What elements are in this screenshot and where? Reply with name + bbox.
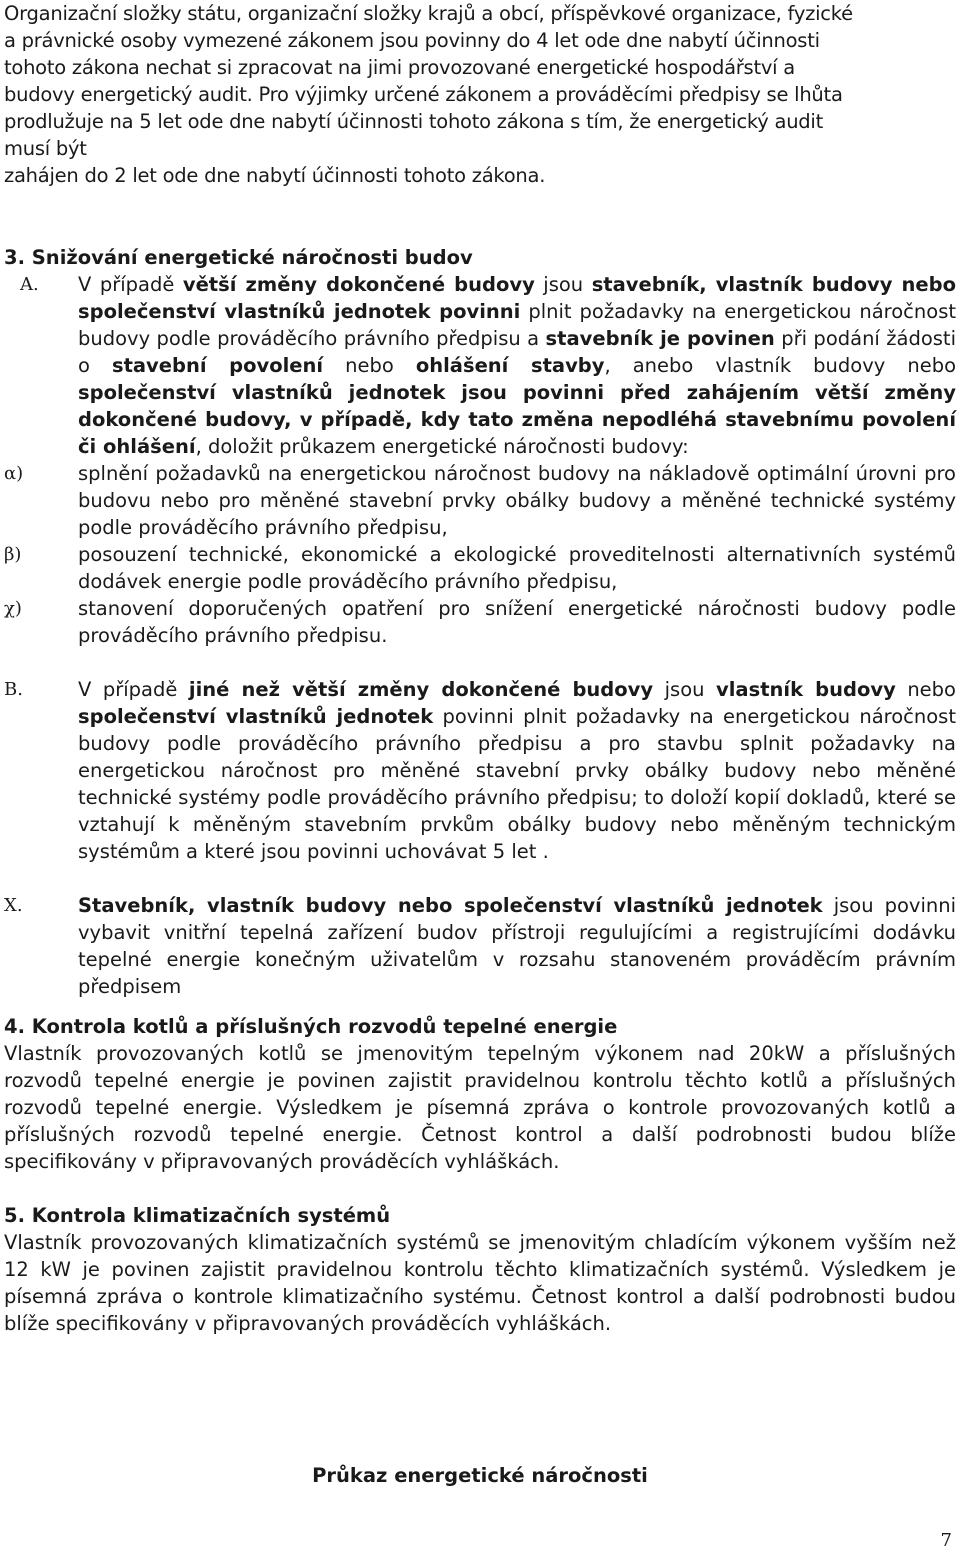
document-page — [4, 0, 956, 1337]
intro-line: prodlužuje na 5 let ode dne nabytí účinnosti tohoto zákona s tím, že energetický audit — [4, 110, 823, 133]
item-marker: B. — [4, 679, 23, 700]
text-run: nebo — [895, 678, 956, 701]
bold-text-run: větší změny dokončené budovy — [182, 273, 535, 296]
section-4-paragraph: Vlastník provozovaných kotlů se jmenovitým tepelným výkonem nad 20kW a příslušných rozvodů tepelné energie je povinen zajistit pravidelnou kontrolu těchto kotlů a příslušných rozvodů tepelné energie. Výsledkem je písemná zpráva o kontrole provozovaných kotlů a příslušných rozvodů tepelné energie. Četnost kontrol a další podrobnosti budou blíže specifikovány v připravovaných prováděcích vyhláškách. — [4, 1042, 956, 1173]
intro-line: budovy energetický audit. Pro výjimky určené zákonem a prováděcími předpisy se lhůta — [4, 83, 843, 106]
bold-text-run: vlastník budovy — [716, 678, 896, 701]
page-number: 7 — [940, 1530, 952, 1551]
text-run: plnit požadavky na energetickou náročnost budovy podle prováděcího právního předpisu a — [78, 300, 956, 350]
intro-line: Organizační složky státu, organizační složky krajů a obcí, příspěvkové organizace, fyzické — [4, 2, 853, 25]
section-3-heading: 3. Snižování energetické náročnosti budov — [4, 246, 473, 269]
text-run: , anebo vlastník budovy nebo — [604, 354, 957, 377]
bold-text-run: stavební povolení — [111, 354, 324, 377]
subitem-text: splnění požadavků na energetickou náročnost budovy na nákladově optimální úrovni pro budovu nebo pro měněné stavební prvky obálky budovy a měněné technické systémy podle prováděcího právního předpisu, — [78, 462, 956, 539]
footer-title: Průkaz energetické náročnosti — [312, 1464, 648, 1487]
section-3-item-c — [4, 892, 956, 1000]
section-4-heading: 4. Kontrola kotlů a příslušných rozvodů tepelné energie — [4, 1015, 618, 1038]
text-run: V případě — [78, 678, 189, 701]
bold-text-run: ohlášení stavby — [415, 354, 605, 377]
text-run: , doložit průkazem energetické náročnosti budovy: — [195, 435, 689, 458]
subitem-chi — [4, 595, 956, 649]
text-run: jsou — [653, 678, 717, 701]
intro-line: tohoto zákona nechat si zpracovat na jimi provozované energetické hospodářství a — [4, 56, 795, 79]
subitem-text: stanovení doporučených opatření pro snížení energetické náročnosti budovy podle prováděcího právního předpisu. — [78, 597, 956, 647]
section-3-item-a — [4, 271, 956, 460]
text-run: nebo — [323, 354, 416, 377]
bold-text-run: stavebník, vlastník budovy nebo společenství vlastníků jednotek povinni — [78, 273, 956, 323]
bold-text-run: společenství vlastníků jednotek — [78, 705, 434, 728]
item-marker: A. — [20, 274, 39, 295]
section-5-paragraph: Vlastník provozovaných klimatizačních systémů se jmenovitým chladícím výkonem vyšším než 12 kW je povinen zajistit pravidelnou kontrolu těchto klimatizačních systémů. Výsledkem je písemná zpráva o kontrole klimatizačního systému. Četnost kontrol a další podrobnosti budou blíže specifikovány v připravovaných prováděcích vyhláškách. — [4, 1231, 956, 1335]
bold-text-run: stavebník je povinen — [545, 327, 775, 350]
text-run: V případě — [78, 273, 183, 296]
item-marker: β) — [4, 544, 22, 565]
item-marker: α) — [4, 463, 24, 484]
subitem-text: posouzení technické, ekonomické a ekologické proveditelnosti alternativních systémů dodávek energie podle prováděcího právního předpisu, — [78, 543, 956, 593]
subitem-alpha — [4, 460, 956, 541]
text-run: povinni plnit požadavky na energetickou náročnost budovy podle prováděcího právního předpisu a pro stavbu splnit požadavky na energetickou náročnost pro měněné stavební prvky obálky budovy nebo měněné technické systémy podle prováděcího právního předpisu; to doloží kopií dokladů, které se vztahují k měněným stavebním prvkům obálky budovy nebo měněným technickým systémům a které jsou povinni uchovávat 5 let . — [78, 705, 956, 863]
bold-text-run: Stavebník, vlastník budovy nebo společenství vlastníků jednotek — [78, 894, 823, 917]
bold-text-run: jiné než větší změny dokončené budovy — [188, 678, 654, 701]
subitem-beta — [4, 541, 956, 595]
intro-line: zahájen do 2 let ode dne nabytí účinnosti tohoto zákona. — [4, 164, 546, 187]
section-3-item-b — [4, 676, 956, 865]
intro-line: a právnické osoby vymezené zákonem jsou povinny do 4 let ode dne nabytí účinnosti — [4, 29, 820, 52]
bold-text-run: společenství vlastníků jednotek jsou povinni před zahájením větší změny dokončené budovy, v případě, kdy tato změna nepodléhá stavebnímu povolení či ohlášení — [78, 381, 956, 458]
intro-line: musí být — [4, 137, 87, 160]
item-marker: X. — [4, 895, 23, 916]
text-run: jsou povinni vybavit vnitřní tepelná zařízení budov přístroji regulujícími a registrujícími dodávku tepelné energie konečným uživatelům v rozsahu stanoveném prováděcím právním předpisem — [78, 894, 956, 998]
intro-paragraph — [4, 0, 956, 189]
section-5-heading: 5. Kontrola klimatizačních systémů — [4, 1204, 391, 1227]
text-run: při podání žádosti o — [78, 327, 956, 377]
text-run: jsou — [534, 273, 592, 296]
item-marker: χ) — [4, 598, 22, 619]
